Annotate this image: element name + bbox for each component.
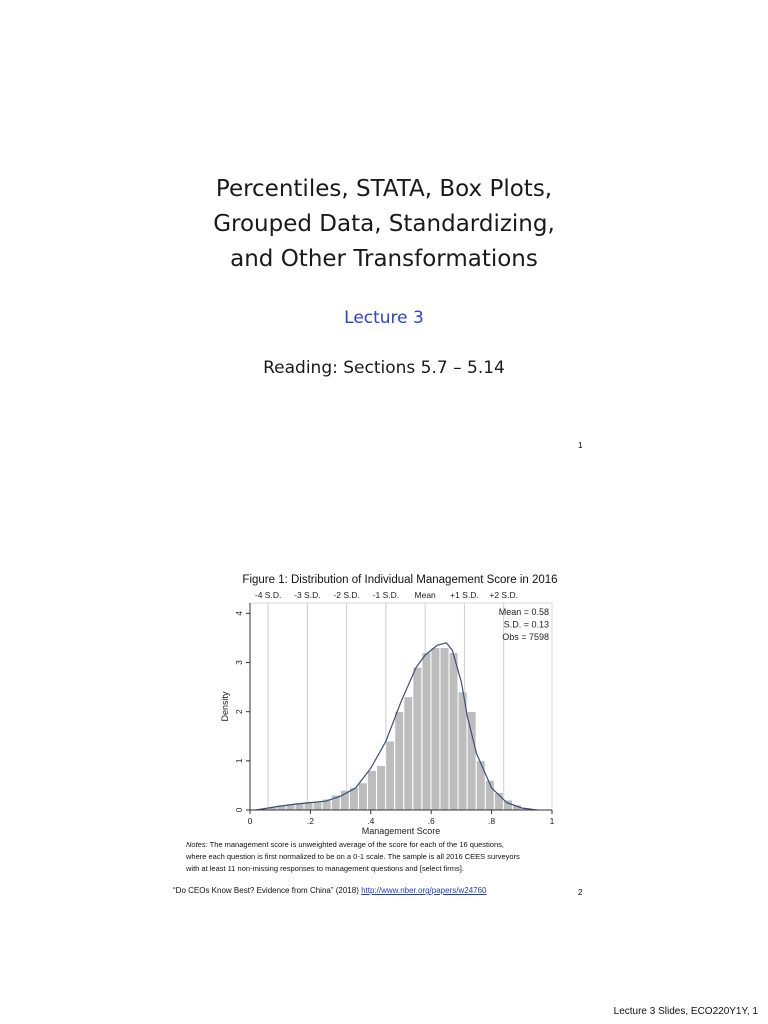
- y-tick-label: 1: [234, 758, 244, 764]
- histogram-bar: [404, 697, 412, 810]
- histogram-bar: [449, 653, 457, 810]
- x-tick-label: 0: [247, 816, 253, 826]
- histogram-bar: [467, 712, 475, 810]
- x-tick-label: .6: [427, 816, 435, 826]
- notes-label: Notes:: [186, 840, 208, 849]
- lecture-subtitle: Lecture 3: [344, 308, 424, 328]
- y-tick-label: 4: [234, 610, 244, 616]
- histogram-bar: [477, 761, 485, 810]
- histogram-bar: [431, 648, 439, 810]
- citation-link[interactable]: http://www.nber.org/papers/w24760: [361, 886, 487, 895]
- x-tick-label: .4: [367, 816, 375, 826]
- notes-line: with at least 11 non-missing responses to management questions and [select firms].: [186, 864, 464, 873]
- notes-line: The management score is unweighted average of the score for each of the 16 questions,: [207, 840, 504, 849]
- page-footer: Lecture 3 Slides, ECO220Y1Y, 1: [613, 1006, 758, 1017]
- x-tick-label: .2: [306, 816, 314, 826]
- citation-text: “Do CEOs Know Best? Evidence from China” (2018): [173, 886, 362, 895]
- histogram-bar: [422, 653, 430, 810]
- histogram-bar: [458, 692, 466, 810]
- citation: [173, 886, 487, 895]
- stats-text: Obs = 7598: [502, 632, 549, 642]
- sd-label: +1 S.D.: [450, 590, 479, 600]
- histogram-bar: [368, 771, 376, 810]
- slide1-page-number: 1: [578, 441, 583, 450]
- x-tick-label: .8: [488, 816, 496, 826]
- notes-line: where each question is first normalized to be on a 0-1 scale. The sample is all 2016 CEES surveyors: [186, 852, 520, 861]
- sd-label: Mean: [414, 590, 436, 600]
- y-tick-label: 3: [234, 660, 244, 665]
- histogram-bar: [413, 667, 421, 810]
- histogram-bar: [359, 783, 367, 810]
- histogram-bar: [386, 741, 394, 810]
- slide-title-line: Grouped Data, Standardizing,: [213, 211, 555, 237]
- sd-label: -1 S.D.: [372, 590, 400, 600]
- slide-title-line: and Other Transformations: [230, 246, 538, 272]
- sd-label: +2 S.D.: [489, 590, 518, 600]
- histogram-bar: [313, 802, 321, 810]
- histogram-bar: [377, 766, 385, 810]
- sd-label: -4 S.D.: [254, 590, 282, 600]
- y-axis-title: Density: [220, 691, 230, 722]
- reading-text: Reading: Sections 5.7 – 5.14: [263, 358, 505, 378]
- y-tick-label: 0: [234, 807, 244, 813]
- stats-text: S.D. = 0.13: [503, 619, 549, 630]
- x-axis-title: Management Score: [361, 826, 441, 836]
- y-tick-label: 2: [234, 709, 244, 715]
- histogram-bar: [440, 648, 448, 810]
- histogram-bar: [395, 712, 403, 810]
- figure-title: Figure 1: Distribution of Individual Management Score in 2016: [242, 574, 558, 586]
- stats-text: Mean = 0.58: [498, 607, 549, 617]
- slide2-page-number: 2: [578, 888, 583, 897]
- figure-notes: [186, 839, 596, 875]
- x-tick-label: 1: [549, 816, 555, 826]
- sd-label: -3 S.D.: [294, 590, 321, 600]
- sd-label: -2 S.D.: [333, 590, 360, 600]
- slide-title-line: Percentiles, STATA, Box Plots,: [215, 176, 553, 202]
